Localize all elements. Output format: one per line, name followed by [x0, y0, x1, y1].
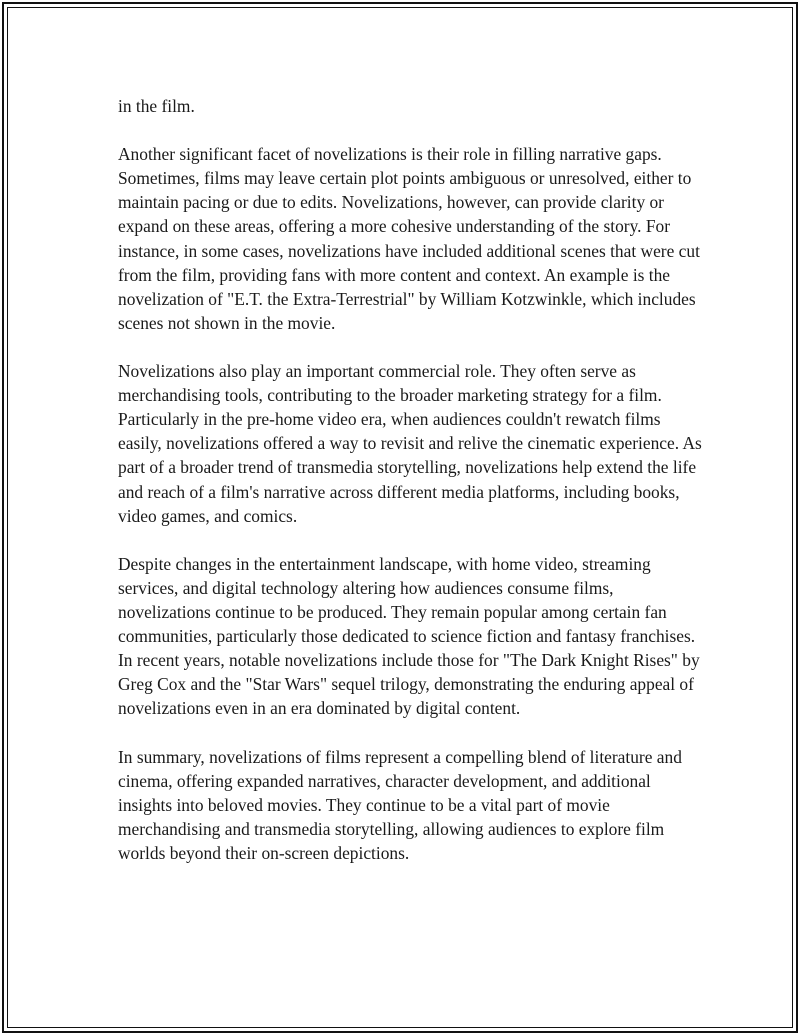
- paragraph-1: in the film.: [118, 96, 195, 116]
- paragraph-5: In summary, novelizations of films represent a compelling blend of literature and cinema, offering expanded narratives, character development, and additional insights into beloved movies. They continue to be a vital part of movie merchandising and transmedia storytelling, allowing audiences to explore film worlds beyond their on-screen depictions.: [118, 746, 682, 863]
- paragraph-4: Despite changes in the entertainment landscape, with home video, streaming services, and digital technology altering how audiences consume films, novelizations continue to be produced. They remain popular among certain fan communities, particularly those dedicated to science fiction and fantasy franchises. In recent years, notable novelizations include those for "The Dark Knight Rises" by Greg Cox and the "Star Wars" sequel trilogy, demonstrating the enduring appeal of novelizations even in an era dominated by digital content.: [118, 553, 700, 719]
- paragraph-3: Novelizations also play an important commercial role. They often serve as merchandising tools, contributing to the broader marketing strategy for a film. Particularly in the pre-home video era, when audiences couldn't rewatch films easily, novelizations offered a way to revisit and relive the cinematic experience. As part of a broader trend of transmedia storytelling, novelizations help extend the life and reach of a film's narrative across different media platforms, including books, video games, and comics.: [118, 361, 702, 526]
- paragraph-2: Another significant facet of novelizations is their role in filling narrative gaps. Sometimes, films may leave certain plot points ambiguous or unresolved, either to maintain pacing or due to edits. Novelizations, however, can provide clarity or expand on these areas, offering a more cohesive understanding of the story. For instance, in some cases, novelizations have included additional scenes that were cut from the film, providing fans with more content and context. An example is the novelization of "E.T. the Extra-Terrestrial" by William Kotzwinkle, which includes scenes not shown in the movie.: [118, 144, 700, 333]
- document-body: [118, 94, 708, 865]
